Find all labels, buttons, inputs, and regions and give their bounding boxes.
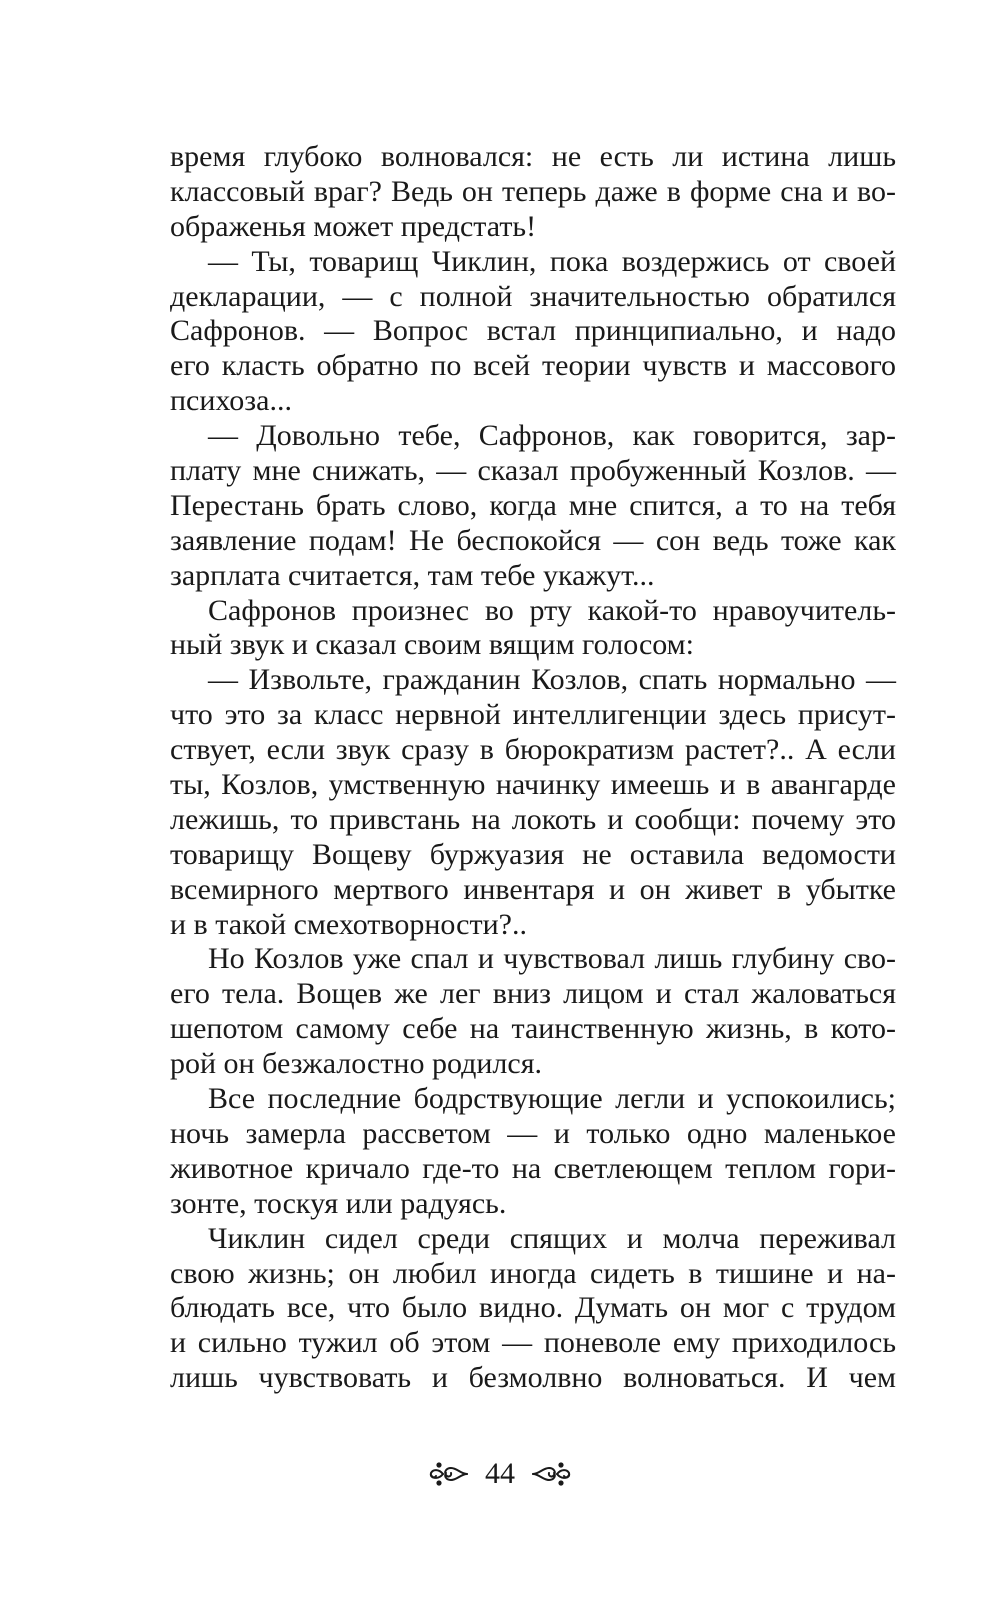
text-line: время глубоко волновался: не есть ли истина лишь xyxy=(170,140,896,173)
body-text xyxy=(170,140,896,1396)
text-line: плату мне снижать, — сказал пробуженный Козлов. — xyxy=(170,454,896,488)
text-line: — Довольно тебе, Сафронов, как говорится, зар- xyxy=(208,419,896,453)
text-line: ночь замерла рассветом — и только одно маленькое xyxy=(170,1116,896,1150)
text-line: ображенья может предстать! xyxy=(170,209,537,243)
text-line: животное кричало где-то на светлеющем теплом гори- xyxy=(170,1151,896,1185)
page-number: 44 xyxy=(485,1457,515,1490)
page-footer xyxy=(0,1452,1000,1496)
text-line: ный звук и сказал своим вящим голосом: xyxy=(170,628,695,662)
text-line: блюдать все, что было видно. Думать он мог с трудом xyxy=(170,1291,896,1325)
text-line: что это за класс нервной интеллигенции здесь присут- xyxy=(170,698,896,732)
text-line: зарплата считается, там тебе укажут... xyxy=(170,558,655,592)
text-line: рой он безжалостно родился. xyxy=(170,1047,543,1081)
text-line: Перестань брать слово, когда мне спится, а то на тебя xyxy=(170,488,896,522)
text-line: классовый враг? Ведь он теперь даже в форме сна и во- xyxy=(170,174,896,208)
text-line: Все последние бодрствующие легли и успокоились; xyxy=(208,1082,896,1116)
floral-ornament-right-icon xyxy=(529,1460,573,1488)
text-line: психоза... xyxy=(170,384,292,418)
text-line: товарищу Вощеву буржуазия не оставила ведомости xyxy=(170,837,896,871)
text-line: Сафронов. — Вопрос встал принципиально, и надо xyxy=(170,314,896,348)
text-line: и сильно тужил об этом — поневоле ему приходилось xyxy=(170,1326,896,1360)
text-line: его тела. Вощев же лег вниз лицом и стал жаловаться xyxy=(170,977,896,1011)
text-line: Но Козлов уже спал и чувствовал лишь глубину сво- xyxy=(208,942,896,976)
text-line: — Ты, товарищ Чиклин, пока воздержись от своей xyxy=(208,244,896,278)
text-line: заявление подам! Не беспокойся — сон ведь тоже как xyxy=(170,523,896,557)
text-line: лишь чувствовать и безмолвно волноваться. И чем xyxy=(170,1361,896,1395)
text-line: свою жизнь; он любил иногда сидеть в тишине и на- xyxy=(170,1256,896,1290)
text-line: — Извольте, гражданин Козлов, спать нормально — xyxy=(208,663,896,697)
floral-ornament-left-icon xyxy=(427,1460,471,1488)
text-line: шепотом самому себе на таинственную жизнь, в кото- xyxy=(170,1012,896,1046)
text-line: лежишь, то привстань на локоть и сообщи: почему это xyxy=(170,802,896,836)
text-line: зонте, тоскуя или радуясь. xyxy=(170,1186,507,1220)
text-line: ствует, если звук сразу в бюрократизм растет?.. А если xyxy=(170,733,896,767)
text-line: декларации, — с полной значительностью обратился xyxy=(170,279,896,313)
text-line: ты, Козлов, умственную начинку имеешь и в авангарде xyxy=(170,768,896,802)
text-line: и в такой смехотворности?.. xyxy=(170,907,527,941)
text-line: Сафронов произнес во рту какой-то нравоучитель- xyxy=(208,593,896,627)
text-line: всемирного мертвого инвентаря и он живет в убытке xyxy=(170,872,896,906)
text-line: его класть обратно по всей теории чувств и массового xyxy=(170,349,896,383)
text-line: Чиклин сидел среди спящих и молча переживал xyxy=(208,1221,896,1255)
